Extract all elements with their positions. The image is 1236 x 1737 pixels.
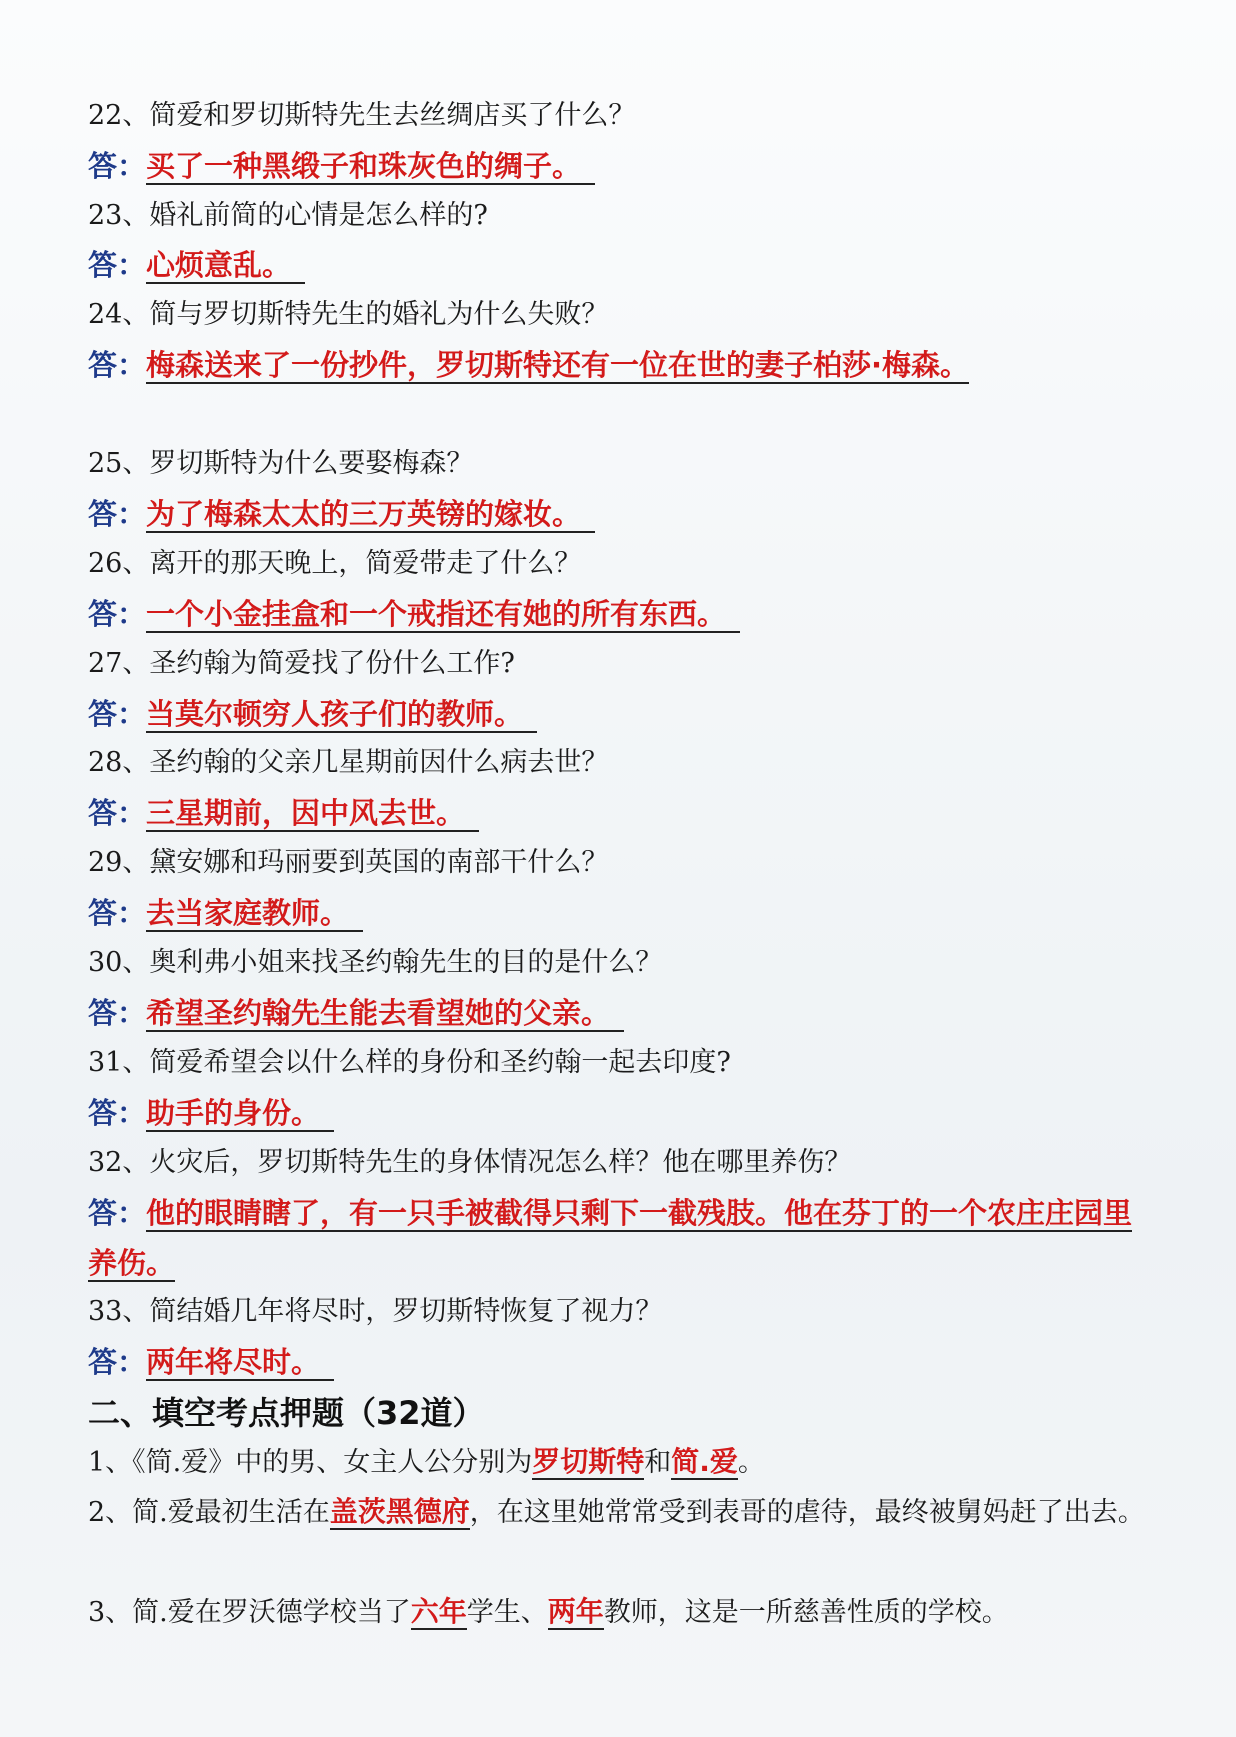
question-25: 25、罗切斯特为什么要娶梅森？ <box>88 448 474 479</box>
answer-29 <box>88 893 363 933</box>
fill-text: 。 <box>737 1447 765 1478</box>
fill-item-1 <box>88 1438 1168 1487</box>
fill-text: 3、简.爱在罗沃德学校当了 <box>88 1597 411 1628</box>
answer-28 <box>88 793 479 833</box>
answer-text: 去当家庭教师。 <box>146 896 363 932</box>
question-30: 30、奥利弗小姐来找圣约翰先生的目的是什么？ <box>88 947 663 978</box>
answer-text: 他的眼睛瞎了，有一只手被截得只剩下一截残肢。他在芬丁的一个农庄庄园里养伤。 <box>88 1196 1133 1280</box>
answer-text: 梅森送来了一份抄件，罗切斯特还有一位在世的妻子柏莎·梅森。 <box>146 348 970 382</box>
answer-label: 答： <box>88 497 147 531</box>
fill-answer: 两年 <box>547 1595 604 1628</box>
question-29: 29、黛安娜和玛丽要到英国的南部干什么？ <box>88 847 609 878</box>
answer-text: 一个小金挂盒和一个戒指还有她的所有东西。 <box>146 597 740 633</box>
answer-22 <box>88 146 595 186</box>
answer-25 <box>88 494 595 534</box>
question-22: 22、简爱和罗切斯特先生去丝绸店买了什么？ <box>88 100 636 131</box>
answer-label: 答： <box>88 597 147 631</box>
answer-text: 助手的身份。 <box>146 1096 334 1132</box>
answer-label: 答： <box>88 348 147 382</box>
answer-33 <box>88 1342 334 1382</box>
question-23: 23、婚礼前简的心情是怎么样的? <box>88 200 488 231</box>
answer-label: 答： <box>88 248 147 282</box>
fill-item-3 <box>88 1588 1168 1637</box>
answer-text: 希望圣约翰先生能去看望她的父亲。 <box>146 996 624 1032</box>
fill-answer: 简.爱 <box>671 1445 738 1478</box>
fill-answer: 六年 <box>410 1595 467 1628</box>
fill-text: 和 <box>644 1447 672 1478</box>
answer-24 <box>88 340 1148 390</box>
answer-text: 三星期前，因中风去世。 <box>146 796 479 832</box>
fill-answer: 罗切斯特 <box>532 1445 645 1478</box>
answer-text: 心烦意乱。 <box>146 248 305 284</box>
fill-text: ，在这里她常常受到表哥的虐待，最终被舅妈赶了出去。 <box>469 1497 1145 1528</box>
answer-text: 当莫尔顿穷人孩子们的教师。 <box>146 697 537 733</box>
question-27: 27、圣约翰为简爱找了份什么工作? <box>88 648 515 679</box>
question-32: 32、火灾后，罗切斯特先生的身体情况怎么样？他在哪里养伤？ <box>88 1147 852 1178</box>
answer-label: 答： <box>88 1196 147 1230</box>
answer-label: 答： <box>88 1096 147 1130</box>
answer-31 <box>88 1093 334 1133</box>
answer-26 <box>88 594 740 634</box>
fill-text: 2、简.爱最初生活在 <box>88 1497 330 1528</box>
answer-23 <box>88 245 305 285</box>
question-26: 26、离开的那天晚上，简爱带走了什么？ <box>88 548 582 579</box>
fill-answer: 盖茨黑德府 <box>329 1495 470 1528</box>
question-31: 31、简爱希望会以什么样的身份和圣约翰一起去印度? <box>88 1047 731 1078</box>
section-title: 二、填空考点押题（32道） <box>88 1394 485 1432</box>
fill-item-2 <box>88 1488 1168 1537</box>
fill-text: 教师，这是一所慈善性质的学校。 <box>603 1597 1009 1628</box>
answer-label: 答： <box>88 697 147 731</box>
answer-label: 答： <box>88 996 147 1030</box>
answer-label: 答： <box>88 896 147 930</box>
answer-label: 答： <box>88 149 147 183</box>
question-28: 28、圣约翰的父亲几星期前因什么病去世？ <box>88 747 609 778</box>
question-33: 33、简结婚几年将尽时，罗切斯特恢复了视力？ <box>88 1296 663 1327</box>
fill-text: 学生、 <box>466 1597 548 1628</box>
fill-text: 1、《简.爱》中的男、女主人公分别为 <box>88 1447 533 1478</box>
answer-30 <box>88 993 624 1033</box>
answer-text: 为了梅森太太的三万英镑的嫁妆。 <box>146 497 595 533</box>
answer-text: 买了一种黑缎子和珠灰色的绸子。 <box>146 149 595 185</box>
question-24: 24、简与罗切斯特先生的婚礼为什么失败？ <box>88 299 609 330</box>
answer-label: 答： <box>88 1345 147 1379</box>
answer-27 <box>88 694 537 734</box>
answer-text: 两年将尽时。 <box>146 1345 334 1381</box>
answer-32 <box>88 1188 1148 1288</box>
answer-label: 答： <box>88 796 147 830</box>
